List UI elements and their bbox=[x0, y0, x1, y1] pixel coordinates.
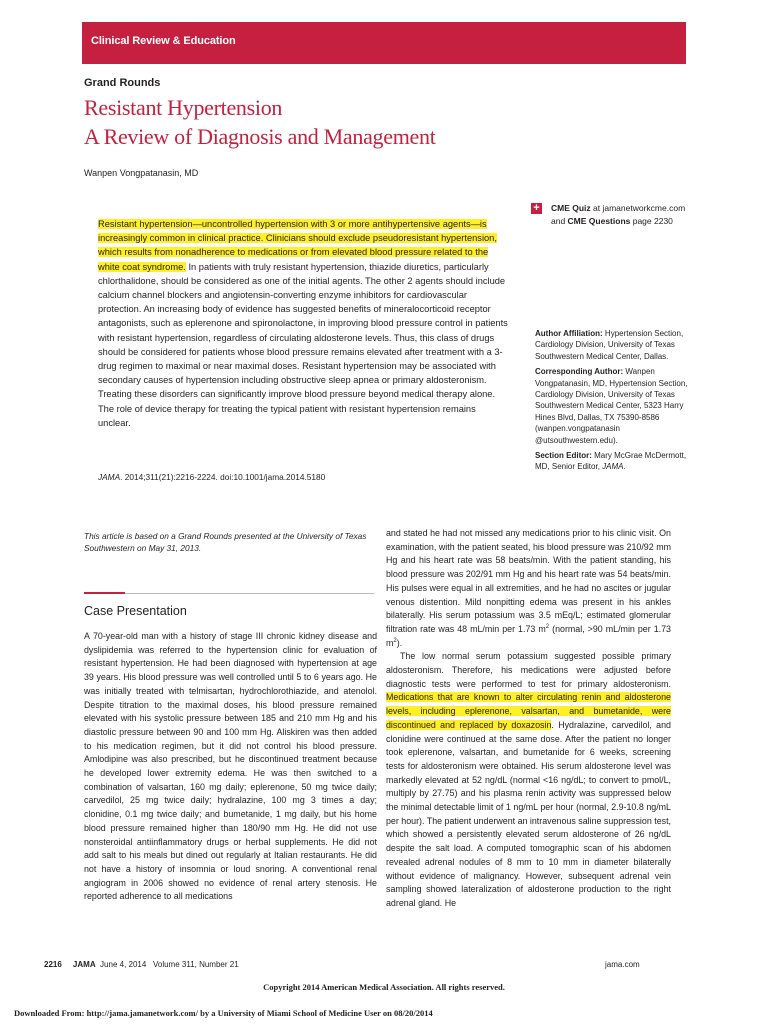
plus-icon: + bbox=[531, 203, 542, 214]
paragraph-text: and stated he had not missed any medications prior to his clinic visit. On examination, with the patient seated, his blood pressure was 210/92 mm Hg and his heart rate was 58 beats/min. With the patient standing, his blood pressure was 202/91 mm Hg and his heart rate was 54 beats/min. His pulses were equal in all extremities, and he had no ascites or jugular venous distention. Mild nonpitting edema was present in his ankles bilaterally. His serum potassium was 3.5 mEq/L; estimated glomerular filtration rate was 48 mL/min per 1.73 m bbox=[386, 528, 671, 634]
abstract-highlight: Resistant hypertension—uncontrolled hypertension with 3 or more antihypertensive agents—is increasingly common in clinical practice. Clinicians should exclude pseudoresistant hypertension, which results from nonadherence to medications or from elevated blood pressure related to the white coat syndrome. bbox=[98, 219, 497, 272]
body-column-right bbox=[386, 527, 671, 911]
page-footer bbox=[44, 960, 239, 969]
paragraph bbox=[386, 527, 671, 650]
superscript: 2 bbox=[393, 637, 397, 644]
article-kicker: Grand Rounds bbox=[84, 77, 161, 89]
paragraph-text: ). bbox=[396, 637, 403, 648]
paragraph-text: . Hydralazine, carvedilol, and clonidine were continued at the same dose. After the patient no longer took eplerenone, valsartan, and bumetanide for 6 weeks, screening tests for aldosteronism were obtained. His serum aldosterone level was markedly elevated at 52 ng/dL (normal <16 ng/dL; to convert to pmol/L, multiply by 27.75) and his plasma renin activity was suppressed below the minimal detectable limit of 1 ng/mL per hour (normal, 2.9-10.8 ng/mL per hour). The patient underwent an intravenous saline suppression test, which showed a persistently elevated serum aldosterone of 26 ng/dL despite the salt load. A computed tomographic scan of his abdomen revealed adrenal nodules of 8 mm to 10 mm in diameter bilaterally without evidence of malignancy. However, subsequent adrenal vein sampling showed lateralization of aldosterone production to the right adrenal gland. He bbox=[386, 719, 671, 908]
corresponding-text: Wanpen Vongpatanasin, MD, Hypertension Section, Cardiology Division, University of Texas Southwestern Medical Center, 5323 Harry Hines Blvd, Dallas, TX 75390-8586 (wanpen.vongpatanasin @utsouthwestern.edu). bbox=[535, 367, 688, 445]
paragraph-text: The low normal serum potassium suggested possible primary aldosteronism. Therefore, his medications were adjusted before diagnostic tests were performed to test for primary aldosteronism. bbox=[386, 651, 671, 689]
footer-issue: June 4, 2014 Volume 311, Number 21 bbox=[100, 960, 239, 969]
footer-site: jama.com bbox=[605, 960, 640, 969]
section-heading: Case Presentation bbox=[84, 604, 187, 618]
abstract bbox=[98, 217, 508, 430]
affiliation-text: Hypertension Section, Cardiology Division, University of Texas Southwestern Medical Center, Dallas. bbox=[535, 329, 684, 361]
highlighted-text: Medications that are known to alter circulating renin and aldosterone levels, including eplerenone, valsartan, and bumetanide, were discontinued and replaced by doxazosin bbox=[386, 692, 671, 730]
page-number: 2216 bbox=[44, 960, 62, 969]
cme-quiz-label: CME Quiz bbox=[551, 203, 591, 213]
paragraph-text: (normal, >90 mL/min per 1.73 m bbox=[386, 623, 671, 648]
grand-rounds-note: This article is based on a Grand Rounds presented at the University of Texas Southwestern on May 31, 2013. bbox=[84, 531, 367, 553]
cme-box bbox=[531, 202, 691, 227]
download-notice: Downloaded From: http://jama.jamanetwork.com/ by a University of Miami School of Medicine User on 08/20/2014 bbox=[14, 1008, 433, 1018]
section-rule bbox=[84, 593, 374, 594]
abstract-body: In patients with truly resistant hypertension, thiazide diuretics, particularly chlorthalidone, should be considered as one of the initial agents. The other 2 agents should include calcium channel blockers and angiotensin-converting enzyme inhibitors for cardiovascular protection. An increasing body of evidence has suggested benefits of mineralocorticoid receptor antagonists, such as eplerenone and spironolactone, in improving blood pressure control in patients with resistant hypertension, regardless of circulating aldosterone levels. Thus, this class of drugs should be considered for patients whose blood pressure remains elevated after treatment with a 3-drug regimen to maximal or near maximal doses. Resistant hypertension may be associated with secondary causes of hypertension including obstructive sleep apnea or primary aldosteronism. Treating these disorders can significantly improve blood pressure beyond medical therapy alone. The role of device therapy for treating the typical patient with resistant hypertension remains unclear. bbox=[98, 261, 508, 428]
article-subtitle: A Review of Diagnosis and Management bbox=[84, 124, 436, 149]
section-accent-rule bbox=[84, 592, 125, 594]
cme-questions-label: CME Questions bbox=[567, 215, 631, 226]
cme-questions-text: page 2230 bbox=[630, 215, 673, 226]
superscript: 2 bbox=[545, 623, 550, 630]
editor-journal: JAMA bbox=[602, 462, 624, 472]
cme-quiz-text: at jamanetworkcme.com and bbox=[551, 203, 686, 226]
corresponding-label: Corresponding Author: bbox=[535, 367, 624, 377]
editor-text: Mary McGrae McDermott, MD, Senior Editor, bbox=[535, 451, 687, 472]
article-title: Resistant Hypertension bbox=[84, 95, 283, 120]
citation bbox=[98, 472, 325, 482]
editor-end: . bbox=[623, 462, 626, 472]
citation-details: . 2014;311(21):2216-2224. doi:10.1001/jama.2014.5180 bbox=[120, 472, 326, 482]
paragraph bbox=[386, 650, 671, 910]
footer-journal: JAMA bbox=[72, 960, 96, 969]
copyright: Copyright 2014 American Medical Association. All rights reserved. bbox=[263, 982, 505, 992]
section-label: Clinical Review & Education bbox=[91, 35, 236, 47]
section-banner bbox=[82, 22, 686, 64]
editor-label: Section Editor: bbox=[535, 451, 592, 461]
author-name: Wanpen Vongpatanasin, MD bbox=[84, 168, 199, 178]
body-column-left: A 70-year-old man with a history of stage III chronic kidney disease and dyslipidemia was referred to the hypertension clinic for evaluation of resistant hypertension. He had been diagnosed with hypertension at age 39 years. His blood pressure was well controlled until 5 to 6 years ago. He was initially treated with telmisartan, hydrochlorothiazide, and atenolol. Despite titration to the maximal doses, his blood pressure remained elevated with his systolic pressure between 185 and 210 mm Hg and his diastolic pressure between 90 and 100 mm Hg. Aliskiren was then added to his medication regimen, but it did not control his blood pressure. Amlodipine was also prescribed, but he discontinued treatment because he developed lower extremity edema. He was then switched to a combination of valsartan, 160 mg daily; eplerenone, 50 mg twice daily; carvedilol, 25 mg twice daily; hydralazine, 100 mg 3 times a day; clonidine, 0.1 mg twice daily; and bumetanide, 1 mg daily, but his home blood pressure remained higher than 180/90 mm Hg. He did not use nonsteroidal antiinflammatory drugs or herbal supplements. He did not add salt to his meals but dined out regularly at Italian restaurants. He did not have a history of insomnia or loud snoring. A conventional renal angiogram in 2006 showed no evidence of renal artery stenosis. He reported adherence to all medications bbox=[84, 631, 377, 902]
citation-journal: JAMA bbox=[98, 472, 121, 482]
affiliation-label: Author Affiliation: bbox=[535, 329, 603, 338]
article-sidebar bbox=[535, 328, 695, 477]
